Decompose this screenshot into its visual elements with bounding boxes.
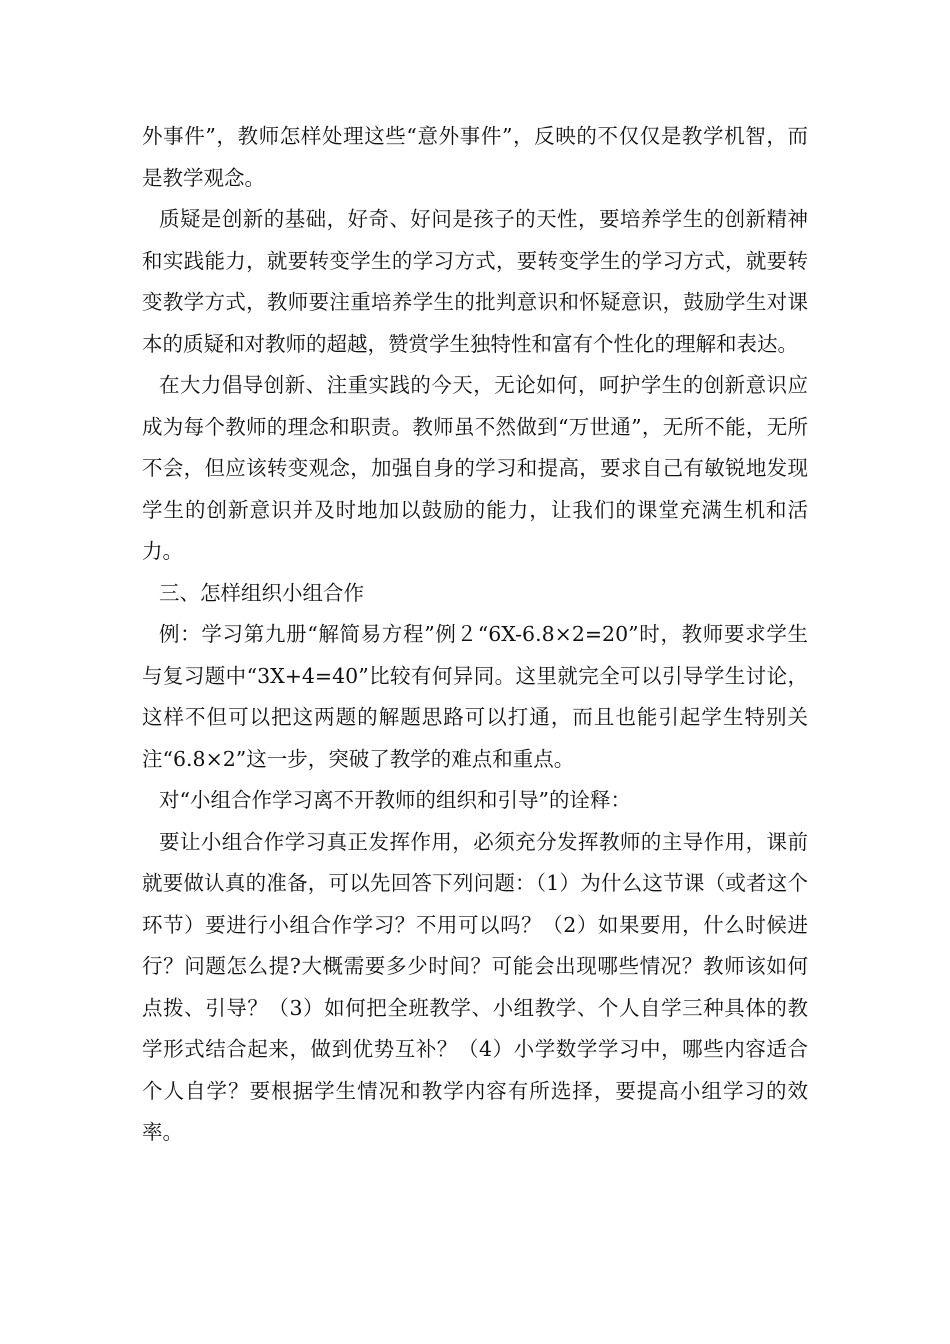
paragraph-continuation: 外事件”，教师怎样处理这些“意外事件”，反映的不仅仅是教学机智，而是教学观念。 bbox=[142, 124, 808, 190]
paragraph-protect-innovation: 在大力倡导创新、注重实践的今天，无论如何，呵护学生的创新意识应成为每个教师的理念和职责。教师虽不然做到“万世通”，无所不能，无所不会，但应该转变观念，加强自身的学习和提高，要求自己有敏锐地发现学生的创新意识并及时地加以鼓励的能力，让我们的课堂充满生机和活力。 bbox=[142, 373, 808, 563]
paragraph-interpretation-title: 对“小组合作学习离不开教师的组织和引导”的诠释： bbox=[159, 788, 631, 812]
paragraph-questioning-innovation: 质疑是创新的基础，好奇、好问是孩子的天性，要培养学生的创新精神和实践能力，就要转变学生的学习方式，要转变学生的学习方式，就要转变教学方式，教师要注重培养学生的批判意识和怀疑意识，鼓励学生对课本的质疑和对教师的超越，赞赏学生独特性和富有个性化的理解和表达。 bbox=[142, 207, 808, 356]
document-page bbox=[142, 116, 808, 1154]
paragraph-example: 例：学习第九册“解简易方程”例２“6X-6.8×2=20”时，教师要求学生与复习题中“3X+4=40”比较有何异同。这里就完全可以引导学生讨论，这样不但可以把这两题的解题思路可以打通，而且也能引起学生特别关注“6.8×2”这一步，突破了教学的难点和重点。 bbox=[142, 622, 808, 771]
section-heading-group-cooperation: 三、怎样组织小组合作 bbox=[159, 580, 364, 605]
paragraph-teacher-guidance: 要让小组合作学习真正发挥作用，必须充分发挥教师的主导作用，课前就要做认真的准备，可以先回答下列问题：（1）为什么这节课（或者这个环节）要进行小组合作学习？不用可以吗？（2）如果要用，什么时候进行？问题怎么提?大概需要多少时间？可能会出现哪些情况？教师该如何点拨、引导？（3）如何把全班教学、小组教学、个人自学三种具体的教学形式结合起来，做到优势互补？（4）小学数学学习中，哪些内容适合个人自学？要根据学生情况和教学内容有所选择，要提高小组学习的效率。 bbox=[142, 829, 808, 1144]
